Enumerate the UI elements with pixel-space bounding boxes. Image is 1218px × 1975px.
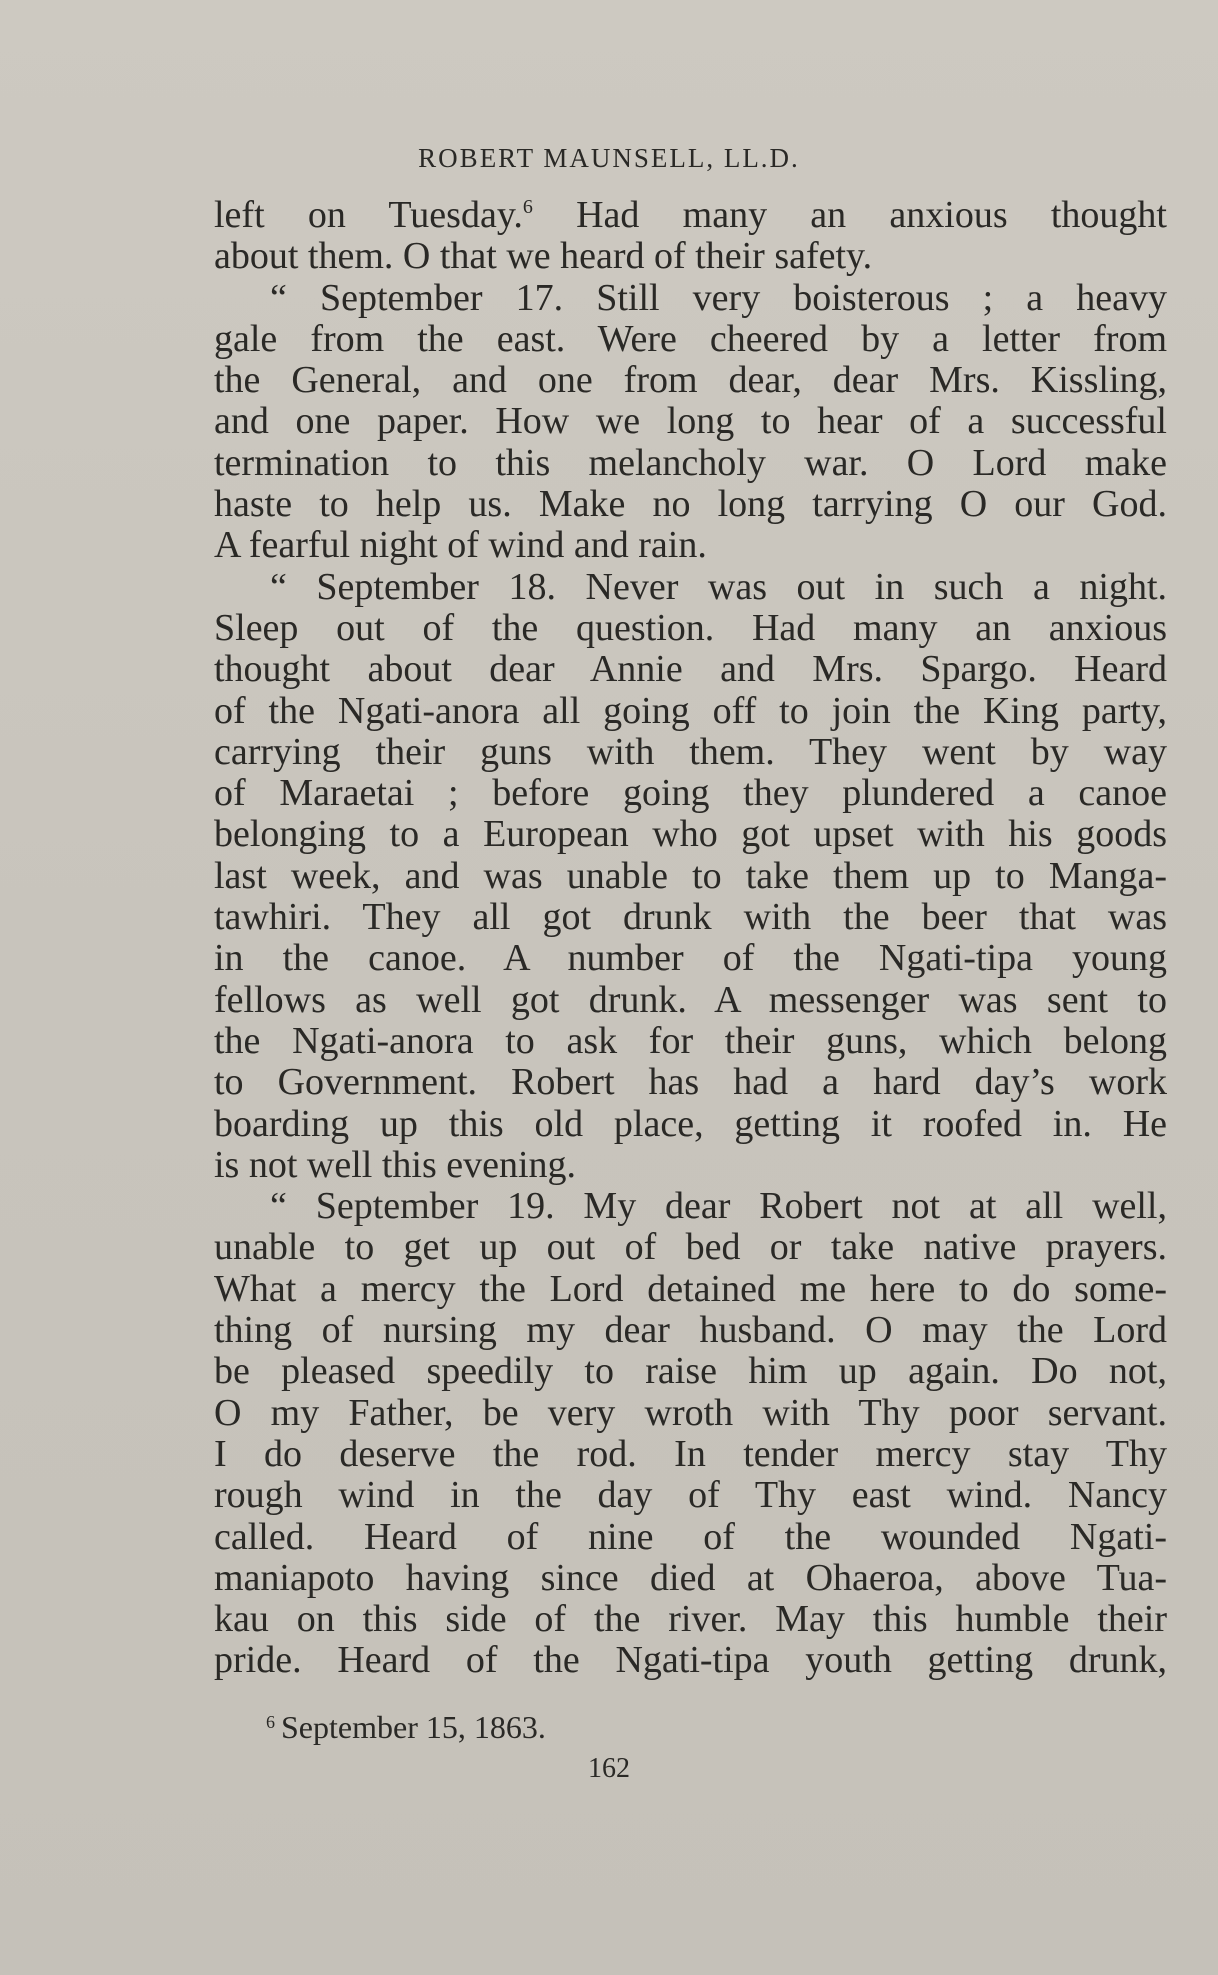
text-line: carrying their guns with them. They went by way — [214, 730, 1167, 773]
text-line: called. Heard of nine of the wounded Ngati- — [214, 1515, 1167, 1558]
text-line: thing of nursing my dear husband. O may the Lord — [214, 1309, 1167, 1352]
text-line: and one paper. How we long to hear of a successful — [214, 400, 1167, 443]
text-line: tawhiri. They all got drunk with the beer that was — [214, 896, 1167, 939]
text-line: to Government. Robert has had a hard day’s work — [214, 1061, 1167, 1104]
body-text — [214, 195, 1167, 1682]
text-line: boarding up this old place, getting it roofed in. He — [214, 1102, 1167, 1145]
text-line: rough wind in the day of Thy east wind. Nancy — [214, 1474, 1167, 1517]
text-line: termination to this melancholy war. O Lord make — [214, 441, 1167, 484]
footnote-text: September 15, 1863. — [281, 1709, 546, 1745]
text-line: A fearful night of wind and rain. — [214, 524, 707, 567]
text-line: about them. O that we heard of their safety. — [214, 235, 873, 278]
running-head: ROBERT MAUNSELL, LL.D. — [418, 143, 800, 173]
text-line: “ September 19. My dear Robert not at all well, — [270, 1185, 1167, 1228]
text-line: O my Father, be very wroth with Thy poor servant. — [214, 1391, 1167, 1434]
text-line: Sleep out of the question. Had many an anxious — [214, 606, 1167, 649]
text-line: kau on this side of the river. May this humble their — [214, 1598, 1167, 1641]
text-line: unable to get up out of bed or take native prayers. — [214, 1226, 1167, 1269]
text-line: left on Tuesday.$^6$ Had many an anxious thought — [214, 194, 1167, 236]
text-line: fellows as well got drunk. A messenger was sent to — [214, 978, 1167, 1021]
text-line: “ September 17. Still very boisterous ; a heavy — [270, 276, 1167, 319]
text-line: in the canoe. A number of the Ngati-tipa young — [214, 937, 1167, 980]
text-line: What a mercy the Lord detained me here to do some- — [214, 1267, 1167, 1310]
text-line: of Maraetai ; before going they plundered a canoe — [214, 772, 1167, 815]
text-line: of the Ngati-anora all going off to join the King party, — [214, 689, 1167, 732]
text-line: belonging to a European who got upset with his goods — [214, 813, 1167, 856]
text-line: gale from the east. Were cheered by a letter from — [214, 317, 1167, 360]
text-line: “ September 18. Never was out in such a night. — [270, 565, 1167, 608]
text-line: be pleased speedily to raise him up again. Do not, — [214, 1350, 1167, 1393]
text-line: the General, and one from dear, dear Mrs. Kissling, — [214, 359, 1167, 402]
footnote-marker: 6 — [266, 1712, 275, 1732]
text-line: maniapoto having since died at Ohaeroa, above Tua- — [214, 1556, 1167, 1599]
text-line: is not well this evening. — [214, 1143, 577, 1186]
text-line: the Ngati-anora to ask for their guns, which belong — [214, 1019, 1167, 1062]
text-line: I do deserve the rod. In tender mercy stay Thy — [214, 1432, 1167, 1475]
text-line: thought about dear Annie and Mrs. Spargo. Heard — [214, 648, 1167, 691]
page-number: 162 — [588, 1753, 630, 1784]
text-line: haste to help us. Make no long tarrying O our God. — [214, 483, 1167, 526]
text-line: pride. Heard of the Ngati-tipa youth getting drunk, — [214, 1639, 1167, 1682]
footnote — [266, 1707, 546, 1747]
text-line: last week, and was unable to take them up to Manga- — [214, 854, 1167, 897]
footnote-reference: 6 — [522, 196, 533, 218]
